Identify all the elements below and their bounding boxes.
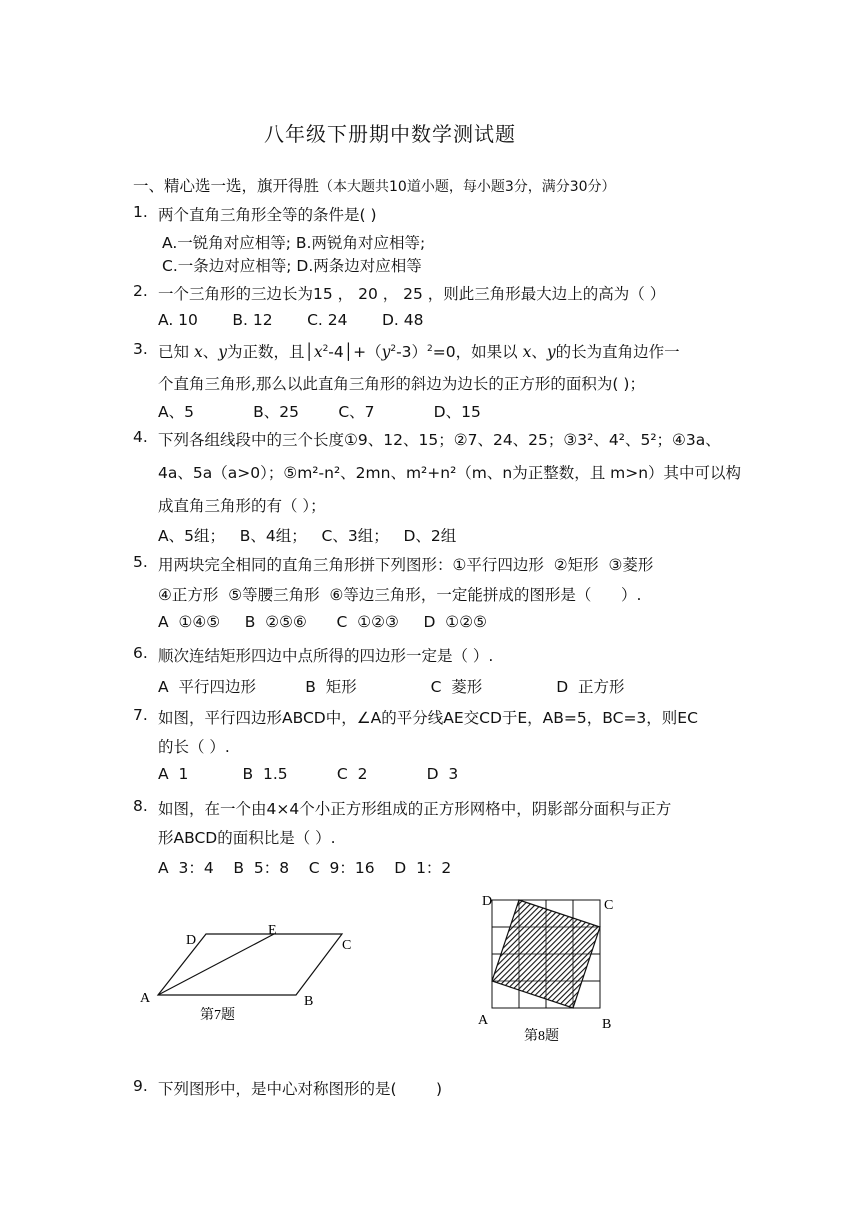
q3-l1a: 已知 — [158, 343, 194, 361]
q3-number: 3. — [133, 340, 148, 358]
q4-line-1: 下列各组线段中的三个长度①9、12、15；②7、24、25；③3²、4²、5²；④3a、 — [158, 431, 721, 449]
q1-options-2: C.一条边对应相等; D.两条边对应相等 — [162, 257, 422, 275]
q3-sep: 、 — [202, 343, 219, 361]
q6-options: A 平行四边形 B 矩形 C 菱形 D 正方形 — [158, 678, 625, 696]
q3-l1b: 为正数，且│ — [226, 343, 314, 361]
q3-var-x: x — [193, 343, 203, 361]
fig7-label-c: C — [342, 938, 352, 953]
page-title: 八年级下册期中数学测试题 — [264, 122, 516, 146]
fig8-caption: 第8题 — [524, 1029, 559, 1044]
section-note: （本大题共10道小题，每小题3分，满分30分） — [319, 179, 616, 195]
q3-l1e: =0，如果以 — [432, 343, 523, 361]
q9-number: 9. — [133, 1077, 148, 1095]
q3-l1c: -4│+（ — [328, 343, 382, 361]
q5-line-2: ④正方形 ⑤等腰三角形 ⑥等边三角形，一定能拼成的图形是（ ）. — [158, 586, 642, 604]
fig7-label-e: E — [268, 923, 277, 938]
q9-text: 下列图形中，是中心对称图形的是( ) — [158, 1080, 443, 1098]
q1-number: 1. — [133, 203, 148, 221]
q5-number: 5. — [133, 553, 148, 571]
q7-options: A 1 B 1.5 C 2 D 3 — [158, 765, 459, 783]
q2-text: 一个三角形的三边长为15 ， 20 ， 25 ，则此三角形最大边上的高为（ ） — [158, 285, 666, 303]
section-heading-text: 一、精心选一选，旗开得胜 — [133, 177, 320, 195]
fig8-label-a: A — [478, 1013, 489, 1028]
q3-line-2: 个直角三角形,那么以此直角三角形的斜边为边长的正方形的面积为( )； — [158, 375, 645, 393]
q5-options: A ①④⑤ B ②⑤⑥ C ①②③ D ①②⑤ — [158, 613, 487, 631]
q1-text: 两个直角三角形全等的条件是( ) — [158, 206, 377, 224]
q3-var-y: y — [218, 343, 227, 361]
q7-line-1: 如图，平行四边形ABCD中，∠A的平分线AE交CD于E，AB=5，BC=3，则EC — [158, 709, 698, 727]
q5-line-1: 用两块完全相同的直角三角形拼下列图形：①平行四边形 ②矩形 ③菱形 — [158, 556, 654, 574]
q8-options: A 3：4 B 5：8 C 9：16 D 1：2 — [158, 859, 452, 877]
fig7-caption: 第7题 — [200, 1008, 235, 1023]
figure-7-parallelogram — [130, 915, 370, 1030]
q8-line-1: 如图，在一个由4×4个小正方形组成的正方形网格中，阴影部分面积与正方 — [158, 800, 672, 818]
fig8-label-d: D — [482, 894, 493, 909]
figure-8-grid — [470, 890, 630, 1050]
q4-line-3: 成直角三角形的有（ ）； — [158, 497, 326, 515]
q3-l1d: -3） — [396, 343, 428, 361]
q3-line-1: 已知 x、y为正数，且$│x^2-4│+(y^2-3)^2=0$，如果以 x、y的长为直角边作一 — [158, 343, 680, 361]
q3-options: A、5 B、25 C、7 D、15 — [158, 403, 481, 421]
q1-options-1: A.一锐角对应相等; B.两锐角对应相等; — [162, 234, 426, 252]
section-heading — [133, 174, 616, 196]
q7-line-2: 的长（ ）. — [158, 738, 230, 756]
fig7-label-a: A — [140, 991, 151, 1006]
q2-number: 2. — [133, 282, 148, 300]
q3-l1f: 的长为直角边作一 — [555, 343, 680, 361]
q2-options: A. 10 B. 12 C. 24 D. 48 — [158, 311, 424, 329]
q4-line-2: 4a、5a（a>0）；⑤m²-n²、2mn、m²+n²（m、n为正整数，且 m>n）其中可以构 — [158, 464, 742, 482]
fig7-label-b: B — [304, 994, 314, 1009]
q8-line-2: 形ABCD的面积比是（ ）. — [158, 829, 336, 847]
q4-options: A、5组； B、4组； C、3组； D、2组 — [158, 527, 457, 545]
fig8-label-b: B — [602, 1017, 612, 1032]
q8-number: 8. — [133, 797, 148, 815]
q6-text: 顺次连结矩形四边中点所得的四边形一定是（ ）. — [158, 647, 494, 665]
q4-number: 4. — [133, 428, 148, 446]
q6-number: 6. — [133, 644, 148, 662]
q7-number: 7. — [133, 706, 148, 724]
fig7-label-d: D — [186, 933, 197, 948]
fig8-label-c: C — [604, 898, 614, 913]
